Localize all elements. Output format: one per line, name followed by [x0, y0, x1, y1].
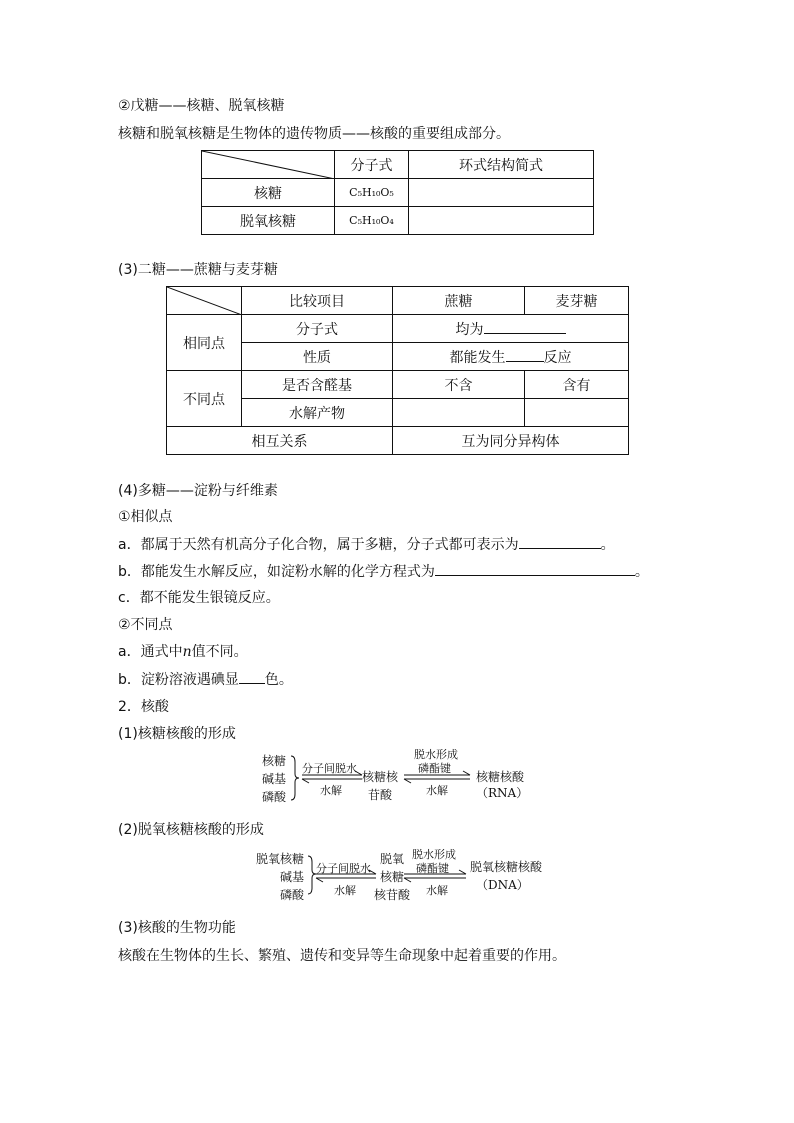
row-formula: C₅H₁₀O₅	[335, 179, 409, 207]
product: （DNA）	[476, 878, 529, 892]
similar-b-text: b．都能发生水解反应，如淀粉水解的化学方程式为	[118, 564, 435, 580]
function-text: 核酸在生物体的生长、繁殖、遗传和变异等生命现象中起着重要的作用。	[118, 948, 566, 964]
diff-a-suffix: 值不同。	[191, 644, 248, 660]
rna-formation-diagram	[258, 748, 538, 812]
reactant: 脱氧核糖	[256, 852, 305, 866]
reactant: 碱基	[280, 870, 305, 884]
col-header-sucrose: 蔗糖	[393, 287, 525, 315]
similar-c: c．都不能发生银镜反应。	[118, 590, 280, 606]
step-label: 分子间脱水	[316, 862, 371, 875]
maltose-value: 含有	[525, 371, 629, 399]
pentose-table	[201, 150, 594, 235]
col-header-maltose: 麦芽糖	[525, 287, 629, 315]
sucrose-value	[393, 399, 525, 427]
row-formula: C₅H₁₀O₄	[335, 207, 409, 235]
answer-blank[interactable]	[484, 319, 566, 334]
intermediate: 苷酸	[368, 788, 393, 802]
polysaccharide-heading: (4)多糖——淀粉与纤维素	[118, 483, 278, 499]
intermediate: 核糖核	[362, 770, 399, 784]
step-label: 脱水形成	[414, 748, 458, 761]
row-item: 分子式	[242, 315, 393, 343]
relation-value: 互为同分异构体	[393, 427, 629, 455]
row-item: 性质	[242, 343, 393, 371]
similar-b	[118, 561, 649, 582]
step-label: 水解	[426, 884, 448, 897]
row-structure	[409, 179, 594, 207]
diff-b	[118, 669, 293, 690]
step-label: 水解	[320, 784, 342, 797]
intermediate: 脱氧	[380, 852, 405, 866]
value-suffix: 反应	[543, 349, 572, 366]
row-item: 是否含醛基	[242, 371, 393, 399]
row-name: 脱氧核糖	[202, 207, 335, 235]
col-header-formula: 分子式	[335, 151, 409, 179]
value-prefix: 均为	[455, 321, 484, 338]
step-label: 磷酯键	[418, 762, 451, 775]
similar-a-text: a．都属于天然有机高分子化合物，属于多糖，分子式都可表示为	[118, 537, 519, 553]
same-label: 相同点	[167, 315, 242, 371]
answer-blank[interactable]	[435, 561, 635, 576]
similar-heading: ①相似点	[118, 509, 173, 525]
product: 核糖核酸	[476, 770, 525, 784]
col-header-compare: 比较项目	[242, 287, 393, 315]
col-header-structure: 环式结构简式	[409, 151, 594, 179]
function-heading: (3)核酸的生物功能	[118, 920, 236, 936]
value-prefix: 都能发生	[449, 349, 506, 366]
step-label: 水解	[334, 884, 356, 897]
same-property-cell	[393, 343, 629, 371]
variable-n: n	[182, 644, 192, 660]
period: 。	[600, 537, 615, 553]
row-structure	[409, 207, 594, 235]
intermediate: 核糖	[380, 870, 405, 884]
diff-a-prefix: a．通式中	[118, 644, 183, 660]
reactant: 磷酸	[280, 888, 305, 902]
nucleic-heading: 2．核酸	[118, 699, 169, 715]
sucrose-value: 不含	[393, 371, 525, 399]
disaccharide-table	[166, 286, 629, 455]
product: 脱氧核糖核酸	[470, 860, 543, 874]
diff-a	[118, 642, 248, 662]
pentose-heading: ②戊糖——核糖、脱氧核糖	[118, 98, 285, 114]
diagonal-header-cell	[167, 287, 242, 315]
rna-heading: (1)核糖核酸的形成	[118, 726, 236, 742]
answer-blank[interactable]	[506, 347, 544, 362]
diff-b-prefix: b．淀粉溶液遇碘显	[118, 672, 239, 688]
diagonal-header-cell	[202, 151, 335, 179]
step-label: 分子间脱水	[302, 762, 357, 775]
step-label: 脱水形成	[412, 848, 456, 861]
step-label: 水解	[426, 784, 448, 797]
product: （RNA）	[476, 786, 529, 800]
period: 。	[634, 564, 649, 580]
disaccharide-heading: (3)二糖——蔗糖与麦芽糖	[118, 262, 278, 278]
dna-heading: (2)脱氧核糖核酸的形成	[118, 822, 264, 838]
maltose-value	[525, 399, 629, 427]
reactant: 碱基	[262, 772, 287, 786]
answer-blank[interactable]	[519, 534, 601, 549]
dna-formation-diagram	[254, 850, 554, 910]
diff-label: 不同点	[167, 371, 242, 427]
row-item: 水解产物	[242, 399, 393, 427]
intermediate: 核苷酸	[374, 888, 411, 902]
same-formula-cell	[393, 315, 629, 343]
relation-label: 相互关系	[167, 427, 393, 455]
diff-b-suffix: 色。	[264, 672, 293, 688]
step-label: 磷酯键	[416, 862, 449, 875]
reactant: 核糖	[262, 754, 287, 768]
reactant: 磷酸	[262, 790, 287, 804]
row-name: 核糖	[202, 179, 335, 207]
pentose-intro: 核糖和脱氧核糖是生物体的遗传物质——核酸的重要组成部分。	[118, 126, 510, 142]
similar-a	[118, 534, 615, 555]
diff-heading: ②不同点	[118, 617, 173, 633]
answer-blank[interactable]	[239, 669, 265, 684]
